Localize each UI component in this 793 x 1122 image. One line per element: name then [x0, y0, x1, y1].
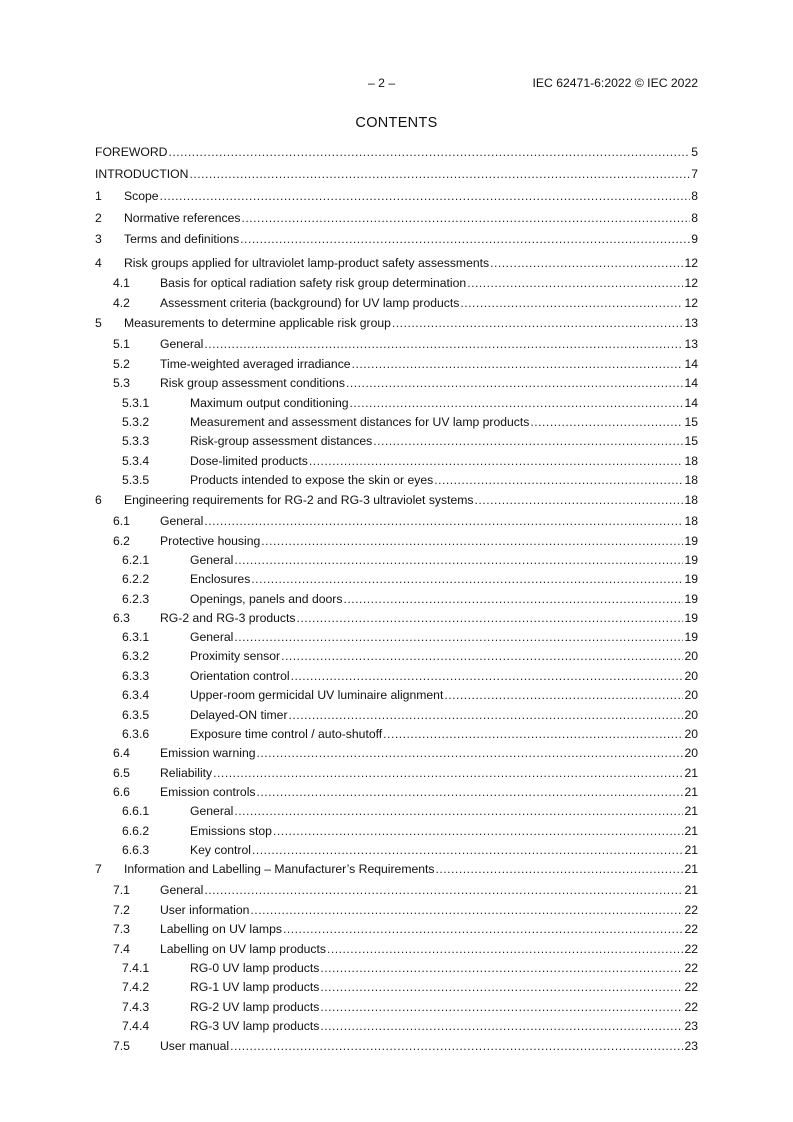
toc-entry[interactable]: [95, 255, 698, 271]
toc-entry-page: 12: [684, 276, 698, 290]
toc-entry-title: Upper-room germicidal UV luminaire alignment: [190, 688, 444, 702]
toc-entry-title: Openings, panels and doors: [190, 592, 343, 606]
toc-entry-page: 22: [684, 922, 698, 936]
toc-entry-number: 4.2: [113, 296, 130, 310]
toc-entry-title: Risk group assessment conditions: [160, 376, 345, 390]
toc-leader-dots: [434, 472, 683, 488]
toc-entry-title: Emissions stop: [190, 824, 272, 838]
toc-leader-dots: [352, 356, 684, 372]
toc-entry-title: Products intended to expose the skin or eyes: [190, 473, 434, 487]
toc-leader-dots: [242, 210, 691, 226]
toc-leader-dots: [320, 960, 683, 976]
toc-leader-dots: [467, 275, 683, 291]
toc-entry-number: 4.1: [113, 276, 130, 290]
toc-entry-number: 4: [95, 256, 102, 270]
toc-entry-page: 19: [684, 630, 698, 644]
toc-entry-page: 14: [684, 396, 698, 410]
toc-entry-title: RG-2 and RG-3 products: [160, 611, 296, 625]
toc-entry-number: 1: [95, 189, 102, 203]
toc-entry[interactable]: [95, 803, 698, 819]
toc-leader-dots: [160, 188, 691, 204]
toc-entry-title: Orientation control: [190, 669, 290, 683]
toc-entry-page: 22: [684, 980, 698, 994]
toc-entry[interactable]: [95, 395, 698, 411]
toc-entry-page: 19: [684, 534, 698, 548]
toc-entry-number: 6.2.1: [122, 553, 150, 567]
toc-entry-number: 7.4.2: [122, 980, 150, 994]
toc-entry[interactable]: [95, 591, 698, 607]
toc-entry-title: Terms and definitions: [124, 232, 240, 246]
toc-entry-number: 6.2.3: [122, 592, 150, 606]
toc-entry[interactable]: [95, 861, 698, 877]
toc-entry-title: General: [190, 630, 234, 644]
toc-leader-dots: [530, 414, 683, 430]
toc-entry-number: 5.3: [113, 376, 130, 390]
toc-entry-title: Information and Labelling – Manufacturer’s Requirements: [124, 862, 435, 876]
toc-entry-number: 6.6.3: [122, 843, 150, 857]
toc-leader-dots: [273, 823, 683, 839]
toc-leader-dots: [436, 861, 684, 877]
toc-entry-page: 22: [684, 903, 698, 917]
page-number: – 2 –: [368, 76, 396, 90]
toc-entry[interactable]: [95, 765, 698, 781]
toc-leader-dots: [189, 166, 690, 182]
toc-entry[interactable]: [95, 336, 698, 352]
toc-entry-number: 5.1: [113, 337, 130, 351]
toc-entry-number: 5: [95, 316, 102, 330]
toc-entry-page: 22: [684, 961, 698, 975]
toc-leader-dots: [251, 571, 683, 587]
toc-leader-dots: [383, 726, 683, 742]
toc-entry-number: 7.4: [113, 942, 130, 956]
toc-entry-number: 5.3.1: [122, 396, 150, 410]
toc-leader-dots: [252, 842, 683, 858]
toc-entry-title: Risk-group assessment distances: [190, 434, 373, 448]
toc-entry-title: Measurements to determine applicable risk group: [124, 316, 391, 330]
toc-entry-title: General: [190, 804, 234, 818]
toc-entry-page: 21: [684, 766, 698, 780]
toc-entry-page: 20: [684, 688, 698, 702]
toc-entry-page: 21: [684, 843, 698, 857]
toc-entry[interactable]: [95, 375, 698, 391]
toc-entry-page: 15: [684, 415, 698, 429]
toc-entry[interactable]: [95, 668, 698, 684]
toc-entry[interactable]: [95, 784, 698, 800]
toc-entry-title: General: [160, 337, 204, 351]
toc-entry-title: RG-3 UV lamp products: [190, 1019, 320, 1033]
toc-entry-title: Enclosures: [190, 572, 251, 586]
toc-entry[interactable]: [95, 513, 698, 529]
toc-entry-title: Assessment criteria (background) for UV lamp products: [160, 296, 460, 310]
toc-entry[interactable]: [95, 1038, 698, 1054]
toc-leader-dots: [204, 882, 683, 898]
toc-entry-page: 21: [684, 824, 698, 838]
toc-entry[interactable]: [95, 629, 698, 645]
toc-entry[interactable]: [95, 552, 698, 568]
toc-entry-title: RG-1 UV lamp products: [190, 980, 320, 994]
toc-entry-number: 6.6.1: [122, 804, 150, 818]
toc-entry[interactable]: [95, 231, 698, 247]
toc-leader-dots: [281, 648, 683, 664]
toc-leader-dots: [320, 1018, 683, 1034]
toc-entry[interactable]: [95, 571, 698, 587]
toc-entry[interactable]: [95, 902, 698, 918]
toc-leader-dots: [234, 552, 683, 568]
toc-entry[interactable]: [95, 433, 698, 449]
toc-entry-page: 14: [684, 376, 698, 390]
toc-leader-dots: [327, 941, 683, 957]
toc-leader-dots: [261, 533, 683, 549]
toc-entry-page: 21: [684, 862, 698, 876]
toc-entry-page: 13: [684, 337, 698, 351]
toc-leader-dots: [213, 765, 683, 781]
toc-entry[interactable]: [95, 275, 698, 291]
toc-entry-page: 20: [684, 649, 698, 663]
toc-leader-dots: [257, 745, 684, 761]
toc-entry-title: Measurement and assessment distances for UV lamp products: [190, 415, 530, 429]
toc-entry[interactable]: [95, 492, 698, 508]
toc-leader-dots: [320, 979, 683, 995]
toc-entry-title: Reliability: [160, 766, 213, 780]
toc-leader-dots: [444, 687, 683, 703]
toc-entry-title: RG-2 UV lamp products: [190, 1000, 320, 1014]
toc-entry-number: 6.1: [113, 514, 130, 528]
toc-entry-title: Risk groups applied for ultraviolet lamp-product safety assessments: [124, 256, 490, 270]
toc-entry-number: 5.3.2: [122, 415, 150, 429]
toc-entry-title: User information: [160, 903, 250, 917]
toc-entry-page: 19: [684, 572, 698, 586]
toc-entry-title: Normative references: [124, 211, 241, 225]
toc-entry-page: 18: [684, 493, 698, 507]
toc-leader-dots: [346, 375, 684, 391]
toc-entry-title: Labelling on UV lamp products: [160, 942, 326, 956]
toc-entry-title: Scope: [124, 189, 159, 203]
toc-entry-title: Delayed-ON timer: [190, 708, 288, 722]
toc-entry-title: RG-0 UV lamp products: [190, 961, 320, 975]
toc-entry[interactable]: [95, 687, 698, 703]
toc-entry-page: 22: [684, 1000, 698, 1014]
toc-entry-number: 5.3.4: [122, 454, 150, 468]
toc-entry-number: 6.3.4: [122, 688, 150, 702]
toc-entry[interactable]: [95, 188, 698, 204]
toc-entry-page: 5: [691, 145, 698, 159]
toc-entry-number: 7.5: [113, 1039, 130, 1053]
toc-entry[interactable]: [95, 356, 698, 372]
toc-entry-number: 6.5: [113, 766, 130, 780]
toc-entry-page: 23: [684, 1019, 698, 1033]
toc-leader-dots: [240, 231, 690, 247]
toc-leader-dots: [296, 610, 683, 626]
toc-entry-page: 7: [691, 167, 698, 181]
toc-entry-number: 7: [95, 862, 102, 876]
toc-entry[interactable]: [95, 842, 698, 858]
toc-entry-page: 20: [684, 669, 698, 683]
toc-entry-title: Basis for optical radiation safety risk group determination: [160, 276, 467, 290]
toc-entry[interactable]: [95, 210, 698, 226]
toc-entry-number: 6: [95, 493, 102, 507]
toc-entry[interactable]: [95, 315, 698, 331]
toc-entry-title: General: [160, 514, 204, 528]
toc-leader-dots: [168, 144, 690, 160]
toc-entry-page: 12: [684, 256, 698, 270]
toc-entry[interactable]: [95, 960, 698, 976]
toc-leader-dots: [204, 336, 683, 352]
toc-leader-dots: [283, 921, 683, 937]
toc-entry-title: INTRODUCTION: [95, 167, 189, 181]
toc-entry-number: 3: [95, 232, 102, 246]
toc-leader-dots: [230, 1038, 683, 1054]
toc-entry[interactable]: [95, 941, 698, 957]
toc-entry-title: User manual: [160, 1039, 230, 1053]
toc-entry-page: 8: [691, 189, 698, 203]
toc-entry[interactable]: [95, 921, 698, 937]
toc-entry[interactable]: [95, 472, 698, 488]
toc-entry-number: 7.4.3: [122, 1000, 150, 1014]
toc-entry[interactable]: [95, 166, 698, 182]
toc-entry-title: Exposure time control / auto-shutoff: [190, 727, 383, 741]
toc-entry-page: 14: [684, 357, 698, 371]
toc-entry-title: Emission controls: [160, 785, 256, 799]
toc-entry-number: 6.2.2: [122, 572, 150, 586]
toc-entry-number: 6.6.2: [122, 824, 150, 838]
toc-leader-dots: [373, 433, 683, 449]
toc-leader-dots: [234, 803, 683, 819]
toc-entry-number: 6.6: [113, 785, 130, 799]
toc-entry[interactable]: [95, 144, 698, 160]
toc-entry-title: Maximum output conditioning: [190, 396, 349, 410]
toc-entry-page: 8: [691, 211, 698, 225]
toc-entry-number: 5.3.3: [122, 434, 150, 448]
toc-entry-number: 7.2: [113, 903, 130, 917]
toc-entry-page: 21: [684, 804, 698, 818]
toc-entry-title: FOREWORD: [95, 145, 168, 159]
toc-entry-page: 18: [684, 454, 698, 468]
toc-leader-dots: [204, 513, 683, 529]
toc-entry-page: 22: [684, 942, 698, 956]
toc-entry-number: 7.1: [113, 883, 130, 897]
toc-entry-number: 6.3.2: [122, 649, 150, 663]
toc-leader-dots: [234, 629, 683, 645]
toc-leader-dots: [250, 902, 683, 918]
toc-leader-dots: [460, 295, 683, 311]
toc-leader-dots: [289, 707, 684, 723]
toc-entry-page: 13: [684, 316, 698, 330]
toc-entry-page: 20: [684, 727, 698, 741]
toc-entry-number: 6.3.1: [122, 630, 150, 644]
toc-entry-title: General: [190, 553, 234, 567]
toc-entry[interactable]: [95, 707, 698, 723]
toc-entry-page: 12: [684, 296, 698, 310]
toc-entry-page: 23: [684, 1039, 698, 1053]
toc-leader-dots: [320, 999, 683, 1015]
toc-entry[interactable]: [95, 648, 698, 664]
toc-entry-page: 19: [684, 553, 698, 567]
toc-entry[interactable]: [95, 1018, 698, 1034]
toc-entry-page: 19: [684, 592, 698, 606]
toc-entry-title: Time-weighted averaged irradiance: [160, 357, 351, 371]
toc-entry-number: 6.3: [113, 611, 130, 625]
toc-entry-title: Emission warning: [160, 746, 256, 760]
toc-entry[interactable]: [95, 726, 698, 742]
toc-entry-title: Key control: [190, 843, 251, 857]
toc-entry[interactable]: [95, 533, 698, 549]
toc-entry-number: 6.3.6: [122, 727, 150, 741]
toc-entry-page: 18: [684, 473, 698, 487]
toc-entry[interactable]: [95, 882, 698, 898]
toc-entry-page: 9: [691, 232, 698, 246]
toc-entry-title: Engineering requirements for RG-2 and RG-3 ultraviolet systems: [124, 493, 474, 507]
toc-entry-title: Proximity sensor: [190, 649, 281, 663]
toc-entry[interactable]: [95, 999, 698, 1015]
toc-entry[interactable]: [95, 610, 698, 626]
toc-entry-number: 5.3.5: [122, 473, 150, 487]
page-title: CONTENTS: [355, 115, 438, 131]
toc-entry-page: 20: [684, 746, 698, 760]
toc-entry-page: 20: [684, 708, 698, 722]
toc-leader-dots: [309, 453, 684, 469]
toc-entry-title: Labelling on UV lamps: [160, 922, 282, 936]
toc-entry-title: General: [160, 883, 204, 897]
toc-entry-number: 5.2: [113, 357, 130, 371]
toc-entry[interactable]: [95, 453, 698, 469]
document-id: IEC 62471-6:2022 © IEC 2022: [532, 76, 698, 90]
toc-entry[interactable]: [95, 295, 698, 311]
toc-entry-number: 7.4.1: [122, 961, 150, 975]
toc-entry-number: 7.3: [113, 922, 130, 936]
toc-leader-dots: [291, 668, 684, 684]
toc-entry-number: 6.3.3: [122, 669, 150, 683]
toc-entry-page: 18: [684, 514, 698, 528]
toc-entry-number: 7.4.4: [122, 1019, 150, 1033]
toc-entry-title: Dose-limited products: [190, 454, 308, 468]
toc-entry-number: 2: [95, 211, 102, 225]
toc-entry-title: Protective housing: [160, 534, 261, 548]
toc-entry-number: 6.2: [113, 534, 130, 548]
toc-entry-number: 6.3.5: [122, 708, 150, 722]
toc-entry[interactable]: [95, 979, 698, 995]
toc-entry[interactable]: [95, 414, 698, 430]
page-header: [95, 76, 698, 92]
toc-entry-number: 6.4: [113, 746, 130, 760]
toc-leader-dots: [350, 395, 684, 411]
toc-entry-page: 19: [684, 611, 698, 625]
toc-entry[interactable]: [95, 823, 698, 839]
toc-entry-page: 21: [684, 883, 698, 897]
toc-leader-dots: [392, 315, 684, 331]
toc-leader-dots: [490, 255, 683, 271]
toc-leader-dots: [475, 492, 684, 508]
toc-entry-page: 21: [684, 785, 698, 799]
toc-leader-dots: [257, 784, 684, 800]
toc-leader-dots: [343, 591, 683, 607]
toc-entry[interactable]: [95, 745, 698, 761]
toc-entry-page: 15: [684, 434, 698, 448]
